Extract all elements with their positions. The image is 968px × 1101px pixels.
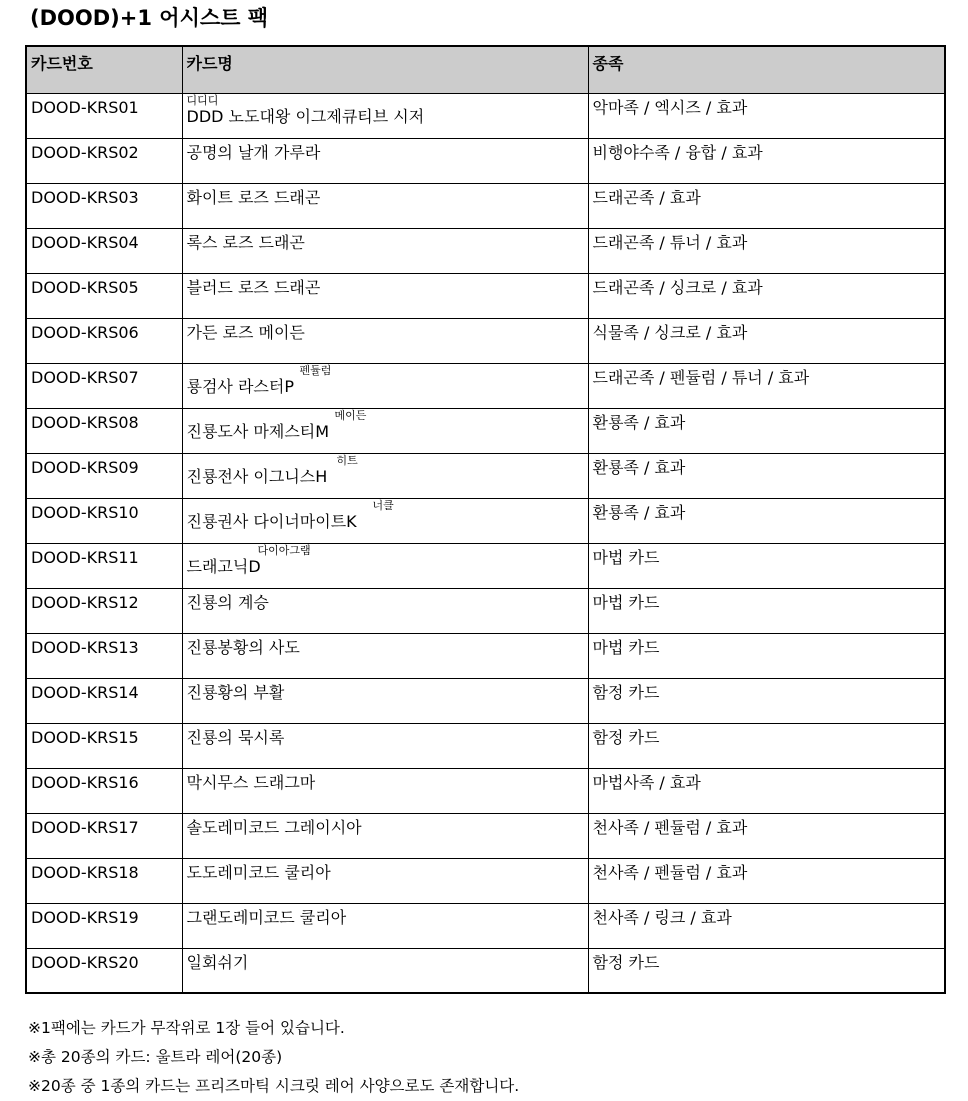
card-number-cell: DOOD-KRS19	[26, 903, 182, 948]
card-type-cell: 드래곤족 / 튜너 / 효과	[588, 228, 945, 273]
card-number-cell: DOOD-KRS18	[26, 858, 182, 903]
page-title: (DOOD)+1 어시스트 팩	[30, 6, 269, 30]
card-name-text: 솔도레미코드 그레이시아	[186, 817, 362, 837]
card-name-ruby: 디디디	[186, 93, 219, 107]
card-number-cell: DOOD-KRS02	[26, 138, 182, 183]
card-name-text: 진룡의 계승	[186, 592, 269, 612]
table-row	[26, 183, 945, 228]
card-type-cell: 함정 카드	[588, 678, 945, 723]
card-name-cell	[182, 138, 588, 183]
card-name-cell	[182, 363, 588, 408]
card-type-cell: 드래곤족 / 싱크로 / 효과	[588, 273, 945, 318]
card-name-cell	[182, 93, 588, 138]
card-type-cell: 악마족 / 엑시즈 / 효과	[588, 93, 945, 138]
header-card-name: 카드명	[182, 46, 588, 93]
table-row	[26, 318, 945, 363]
footnote: ※총 20종의 카드: 울트라 레어(20종)	[28, 1048, 283, 1066]
table-row	[26, 93, 945, 138]
card-type-cell: 환룡족 / 효과	[588, 498, 945, 543]
table-row	[26, 633, 945, 678]
card-name-ruby: 메이든	[334, 408, 367, 422]
card-number-cell: DOOD-KRS11	[26, 543, 182, 588]
card-name-text: 진룡황의 부활	[186, 682, 285, 702]
card-name-text: 도도레미코드 쿨리아	[186, 862, 331, 882]
table-header-row	[26, 46, 945, 93]
card-number-cell: DOOD-KRS07	[26, 363, 182, 408]
card-name-text: 진룡의 묵시록	[186, 727, 285, 747]
card-number-cell: DOOD-KRS09	[26, 453, 182, 498]
card-name-text: 록스 로즈 드래곤	[186, 232, 305, 252]
table-row	[26, 228, 945, 273]
card-type-cell: 천사족 / 펜듈럼 / 효과	[588, 813, 945, 858]
footnotes	[28, 1014, 519, 1101]
card-name-text: 공명의 날개 가루라	[186, 142, 321, 162]
card-name-cell	[182, 183, 588, 228]
table-row	[26, 498, 945, 543]
card-name-cell	[182, 768, 588, 813]
card-name-ruby: 히트	[336, 453, 358, 467]
card-number-cell: DOOD-KRS15	[26, 723, 182, 768]
card-name-text: 진룡봉황의 사도	[186, 637, 300, 657]
card-number-cell: DOOD-KRS17	[26, 813, 182, 858]
card-number-cell: DOOD-KRS14	[26, 678, 182, 723]
card-name-text: 진룡도사 마제스티M	[186, 421, 330, 441]
header-card-type: 종족	[588, 46, 945, 93]
table-row	[26, 723, 945, 768]
card-name-ruby: 다이아그램	[257, 543, 311, 557]
card-name-text: 드래고닉D	[186, 556, 261, 576]
card-name-text: 일회쉬기	[186, 952, 249, 972]
card-type-cell: 환룡족 / 효과	[588, 453, 945, 498]
table-row	[26, 543, 945, 588]
card-name-cell	[182, 588, 588, 633]
card-name-ruby: 너클	[372, 498, 394, 512]
footnote: ※20종 중 1종의 카드는 프리즈마틱 시크릿 레어 사양으로도 존재합니다.	[28, 1077, 520, 1095]
card-name-text: DDD 노도대왕 이그제큐티브 시저	[186, 106, 425, 126]
card-name-text: 가든 로즈 메이든	[186, 322, 305, 342]
header-card-number: 카드번호	[26, 46, 182, 93]
card-name-cell	[182, 408, 588, 453]
card-type-cell: 함정 카드	[588, 723, 945, 768]
card-type-cell: 마법 카드	[588, 543, 945, 588]
card-number-cell: DOOD-KRS04	[26, 228, 182, 273]
card-name-cell	[182, 498, 588, 543]
table-row	[26, 453, 945, 498]
card-number-cell: DOOD-KRS01	[26, 93, 182, 138]
table-row	[26, 363, 945, 408]
table-row	[26, 273, 945, 318]
table-row	[26, 813, 945, 858]
card-name-text: 그랜도레미코드 쿨리아	[186, 907, 347, 927]
card-name-cell	[182, 453, 588, 498]
card-type-cell: 드래곤족 / 효과	[588, 183, 945, 228]
card-type-cell: 비행야수족 / 융합 / 효과	[588, 138, 945, 183]
card-name-cell	[182, 273, 588, 318]
table-row	[26, 588, 945, 633]
table-row	[26, 678, 945, 723]
card-number-cell: DOOD-KRS06	[26, 318, 182, 363]
card-number-cell: DOOD-KRS03	[26, 183, 182, 228]
card-name-cell	[182, 543, 588, 588]
card-name-text: 룡검사 라스터P	[186, 376, 294, 396]
card-name-ruby: 펜듈럼	[299, 363, 332, 377]
table-row	[26, 138, 945, 183]
card-type-cell: 함정 카드	[588, 948, 945, 993]
card-number-cell: DOOD-KRS20	[26, 948, 182, 993]
card-name-text: 막시무스 드래그마	[186, 772, 316, 792]
card-number-cell: DOOD-KRS16	[26, 768, 182, 813]
card-name-cell	[182, 903, 588, 948]
card-number-cell: DOOD-KRS12	[26, 588, 182, 633]
card-number-cell: DOOD-KRS10	[26, 498, 182, 543]
card-type-cell: 식물족 / 싱크로 / 효과	[588, 318, 945, 363]
card-name-cell	[182, 318, 588, 363]
table-row	[26, 408, 945, 453]
card-type-cell: 천사족 / 펜듈럼 / 효과	[588, 858, 945, 903]
table-row	[26, 903, 945, 948]
table-row	[26, 948, 945, 993]
card-name-cell	[182, 813, 588, 858]
card-name-text: 진룡전사 이그니스H	[186, 466, 328, 486]
card-name-cell	[182, 633, 588, 678]
card-type-cell: 환룡족 / 효과	[588, 408, 945, 453]
card-name-cell	[182, 228, 588, 273]
card-list-table	[25, 45, 946, 994]
card-name-cell	[182, 948, 588, 993]
card-type-cell: 드래곤족 / 펜듈럼 / 튜너 / 효과	[588, 363, 945, 408]
card-type-cell: 천사족 / 링크 / 효과	[588, 903, 945, 948]
card-type-cell: 마법사족 / 효과	[588, 768, 945, 813]
card-name-text: 블러드 로즈 드래곤	[186, 277, 321, 297]
card-type-cell: 마법 카드	[588, 588, 945, 633]
table-row	[26, 858, 945, 903]
card-name-text: 진룡권사 다이너마이트K	[186, 511, 357, 531]
card-number-cell: DOOD-KRS08	[26, 408, 182, 453]
card-name-text: 화이트 로즈 드래곤	[186, 187, 321, 207]
table-row	[26, 768, 945, 813]
card-number-cell: DOOD-KRS13	[26, 633, 182, 678]
card-type-cell: 마법 카드	[588, 633, 945, 678]
card-name-cell	[182, 678, 588, 723]
card-name-cell	[182, 723, 588, 768]
footnote: ※1팩에는 카드가 무작위로 1장 들어 있습니다.	[28, 1019, 345, 1037]
card-name-cell	[182, 858, 588, 903]
card-number-cell: DOOD-KRS05	[26, 273, 182, 318]
